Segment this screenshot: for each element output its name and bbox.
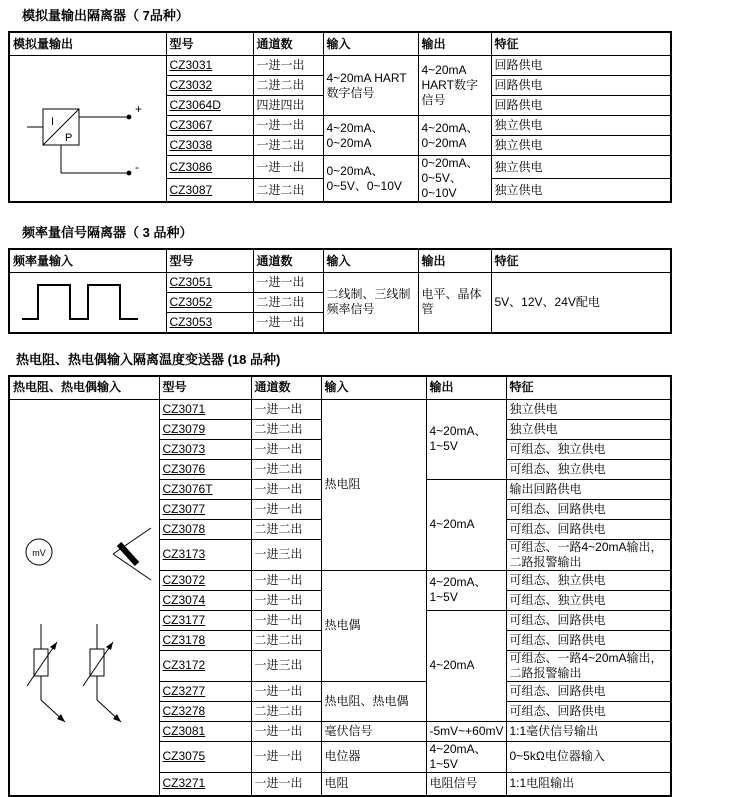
model-link[interactable]: CZ3076 — [159, 459, 251, 479]
channels-cell: 二进二出 — [251, 519, 321, 539]
feature-cell: 可组态、回路供电 — [506, 681, 671, 701]
model-link[interactable]: CZ3038 — [166, 136, 253, 156]
channels-cell: 二进二出 — [253, 179, 323, 202]
model-link[interactable]: CZ3177 — [159, 610, 251, 630]
ip-converter-symbol-icon — [13, 61, 163, 196]
channels-cell: 一进一出 — [251, 610, 321, 630]
feature-cell: 可组态、回路供电 — [506, 499, 671, 519]
feature-cell: 5V、12V、24V配电 — [491, 273, 671, 333]
feature-cell: 可组态、回路供电 — [506, 701, 671, 721]
channels-cell: 一进一出 — [251, 479, 321, 499]
feature-cell: 回路供电 — [491, 96, 671, 116]
input-cell: 热电阻、热电偶 — [321, 681, 426, 721]
output-cell: 4~20mA HART数字信号 — [418, 56, 491, 116]
model-link[interactable]: CZ3067 — [166, 116, 253, 136]
output-cell: 4~20mA、1~5V — [426, 399, 506, 479]
plus-terminal-label: + — [135, 102, 142, 116]
feature-cell: 0~5kΩ电位器输入 — [506, 741, 671, 772]
feature-cell: 独立供电 — [491, 136, 671, 156]
output-cell: 4~20mA、0~20mA — [418, 116, 491, 156]
table-row — [9, 399, 671, 419]
feature-cell: 可组态、回路供电 — [506, 610, 671, 630]
model-link[interactable]: CZ3081 — [159, 721, 251, 741]
channels-cell: 一进二出 — [253, 136, 323, 156]
col-header-channels: 通道数 — [253, 32, 323, 56]
channels-cell: 四进四出 — [253, 96, 323, 116]
input-cell: 热电偶 — [321, 570, 426, 681]
input-cell: 4~20mA、0~20mA — [323, 116, 418, 156]
input-cell: 4~20mA HART数字信号 — [323, 56, 418, 116]
col-header-diagram: 模拟量输出 — [9, 32, 166, 56]
feature-cell: 可组态、独立供电 — [506, 459, 671, 479]
input-cell: 毫伏信号 — [321, 721, 426, 741]
input-cell: 电位器 — [321, 741, 426, 772]
col-header-model: 型号 — [166, 32, 253, 56]
model-link[interactable]: CZ3178 — [159, 630, 251, 650]
input-cell: 二线制、三线制频率信号 — [323, 273, 418, 333]
input-cell: 0~20mA、0~5V、0~10V — [323, 156, 418, 203]
square-wave-icon — [18, 275, 158, 329]
feature-cell: 1:1电阻输出 — [506, 772, 671, 796]
section-title-analog-output: 模拟量输出隔离器（ 7品种） — [22, 8, 736, 24]
channels-cell: 一进一出 — [253, 116, 323, 136]
feature-cell: 可组态、一路4~20mA输出，二路报警输出 — [506, 650, 671, 681]
channels-cell: 二进二出 — [253, 76, 323, 96]
table-header-row — [9, 32, 671, 56]
model-link[interactable]: CZ3079 — [159, 419, 251, 439]
feature-cell: 独立供电 — [506, 419, 671, 439]
table-frequency-isolators — [8, 248, 672, 334]
col-header-channels: 通道数 — [251, 376, 321, 400]
feature-cell: 可组态、回路供电 — [506, 519, 671, 539]
model-link[interactable]: CZ3073 — [159, 439, 251, 459]
col-header-channels: 通道数 — [253, 249, 323, 273]
channels-cell: 一进一出 — [251, 681, 321, 701]
table-temperature-transmitters — [8, 375, 672, 797]
col-header-model: 型号 — [166, 249, 253, 273]
table-row — [9, 273, 671, 293]
col-header-output: 输出 — [418, 32, 491, 56]
square-wave-diagram — [9, 273, 166, 333]
channels-cell: 一进三出 — [251, 650, 321, 681]
col-header-feature: 特征 — [506, 376, 671, 400]
temperature-sensor-symbols-icon — [13, 402, 159, 792]
feature-cell: 回路供电 — [491, 76, 671, 96]
channels-cell: 一进一出 — [251, 399, 321, 419]
channels-cell: 一进一出 — [253, 273, 323, 293]
input-cell: 热电阻 — [321, 399, 426, 570]
temperature-sensor-diagram — [9, 399, 159, 796]
model-link[interactable]: CZ3031 — [166, 56, 253, 76]
ip-p-label: P — [65, 132, 72, 144]
ip-i-label: I — [51, 116, 54, 128]
channels-cell: 一进一出 — [253, 313, 323, 333]
model-link[interactable]: CZ3076T — [159, 479, 251, 499]
channels-cell: 一进三出 — [251, 539, 321, 570]
col-header-diagram: 热电阻、热电偶输入 — [9, 376, 159, 400]
minus-terminal-label: - — [135, 160, 139, 174]
table-row — [9, 56, 671, 76]
channels-cell: 一进一出 — [251, 439, 321, 459]
model-link[interactable]: CZ3064D — [166, 96, 253, 116]
feature-cell: 输出回路供电 — [506, 479, 671, 499]
model-link[interactable]: CZ3086 — [166, 156, 253, 179]
model-link[interactable]: CZ3075 — [159, 741, 251, 772]
channels-cell: 一进一出 — [253, 156, 323, 179]
feature-cell: 独立供电 — [506, 399, 671, 419]
model-link[interactable]: CZ3071 — [159, 399, 251, 419]
channels-cell: 二进二出 — [251, 419, 321, 439]
output-cell: 4~20mA — [426, 610, 506, 721]
ip-converter-diagram — [9, 56, 166, 203]
model-link[interactable]: CZ3072 — [159, 570, 251, 590]
feature-cell: 可组态、一路4~20mA输出，二路报警输出 — [506, 539, 671, 570]
output-cell: 电阻信号 — [426, 772, 506, 796]
table-header-row — [9, 249, 671, 273]
feature-cell: 可组态、独立供电 — [506, 439, 671, 459]
col-header-input: 输入 — [323, 32, 418, 56]
feature-cell: 独立供电 — [491, 179, 671, 202]
model-link[interactable]: CZ3053 — [166, 313, 253, 333]
mv-source-label: mV — [32, 548, 46, 558]
channels-cell: 二进二出 — [251, 701, 321, 721]
model-link[interactable]: CZ3077 — [159, 499, 251, 519]
feature-cell: 可组态、独立供电 — [506, 590, 671, 610]
channels-cell: 一进二出 — [251, 459, 321, 479]
channels-cell: 一进一出 — [251, 741, 321, 772]
channels-cell: 二进二出 — [253, 293, 323, 313]
feature-cell: 独立供电 — [491, 116, 671, 136]
model-link[interactable]: CZ3277 — [159, 681, 251, 701]
feature-cell: 可组态、独立供电 — [506, 570, 671, 590]
channels-cell: 一进一出 — [253, 56, 323, 76]
table-header-row — [9, 376, 671, 400]
output-cell: 4~20mA、1~5V — [426, 741, 506, 772]
model-link[interactable]: CZ3078 — [159, 519, 251, 539]
col-header-output: 输出 — [426, 376, 506, 400]
output-cell: 电平、晶体管 — [418, 273, 491, 333]
model-link[interactable]: CZ3087 — [166, 179, 253, 202]
channels-cell: 一进一出 — [251, 590, 321, 610]
col-header-diagram: 频率量输入 — [9, 249, 166, 273]
table-analog-output-isolators — [8, 31, 672, 203]
channels-cell: 一进一出 — [251, 721, 321, 741]
feature-cell: 独立供电 — [491, 156, 671, 179]
model-link[interactable]: CZ3032 — [166, 76, 253, 96]
model-link[interactable]: CZ3173 — [159, 539, 251, 570]
col-header-model: 型号 — [159, 376, 251, 400]
feature-cell: 回路供电 — [491, 56, 671, 76]
model-link[interactable]: CZ3172 — [159, 650, 251, 681]
section-title-temperature: 热电阻、热电偶输入隔离温度变送器 (18 品种) — [16, 352, 736, 368]
feature-cell: 可组态、回路供电 — [506, 630, 671, 650]
output-cell: 0~20mA、0~5V、0~10V — [418, 156, 491, 203]
model-link[interactable]: CZ3051 — [166, 273, 253, 293]
model-link[interactable]: CZ3052 — [166, 293, 253, 313]
feature-cell: 1:1毫伏信号输出 — [506, 721, 671, 741]
col-header-output: 输出 — [418, 249, 491, 273]
input-cell: 电阻 — [321, 772, 426, 796]
col-header-feature: 特征 — [491, 249, 671, 273]
channels-cell: 一进一出 — [251, 570, 321, 590]
col-header-feature: 特征 — [491, 32, 671, 56]
model-link[interactable]: CZ3278 — [159, 701, 251, 721]
model-link[interactable]: CZ3074 — [159, 590, 251, 610]
col-header-input: 输入 — [323, 249, 418, 273]
channels-cell: 一进一出 — [251, 499, 321, 519]
output-cell: 4~20mA、1~5V — [426, 570, 506, 610]
model-link[interactable]: CZ3271 — [159, 772, 251, 796]
channels-cell: 二进二出 — [251, 630, 321, 650]
output-cell: -5mV~+60mV — [426, 721, 506, 741]
output-cell: 4~20mA — [426, 479, 506, 570]
section-title-frequency: 频率量信号隔离器（ 3 品种） — [22, 225, 736, 241]
channels-cell: 一进一出 — [251, 772, 321, 796]
col-header-input: 输入 — [321, 376, 426, 400]
